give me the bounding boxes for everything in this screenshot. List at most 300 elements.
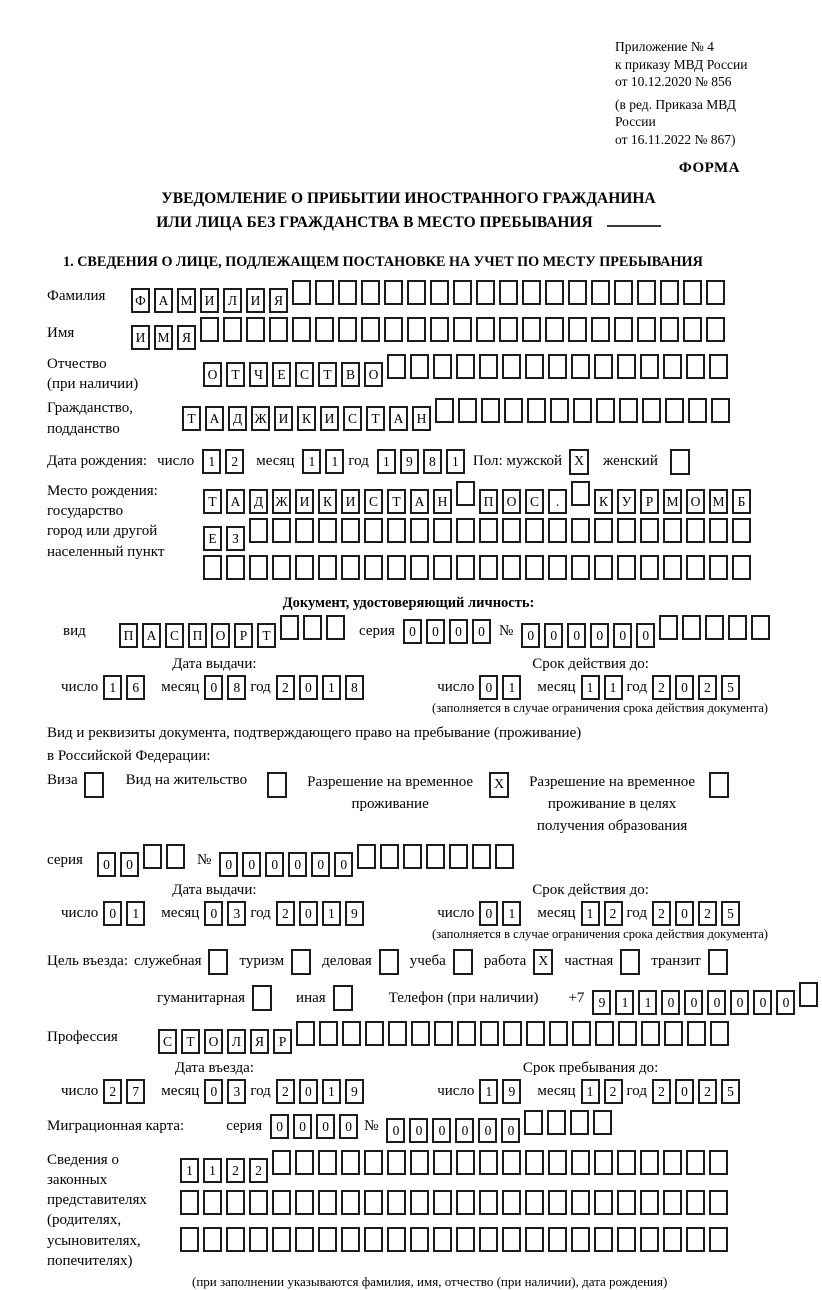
char-cell[interactable]: Т (257, 623, 276, 648)
char-cell[interactable] (364, 555, 383, 580)
char-cell[interactable] (686, 1150, 705, 1175)
char-cell[interactable] (568, 280, 587, 305)
char-cell[interactable]: Т (203, 489, 222, 514)
char-cell[interactable] (272, 1227, 291, 1252)
char-cell[interactable]: 1 (180, 1158, 199, 1183)
char-cell[interactable]: 1 (322, 901, 341, 926)
char-cell[interactable] (453, 280, 472, 305)
char-cell[interactable]: 0 (204, 1079, 223, 1104)
char-cell[interactable] (295, 1190, 314, 1215)
char-cell[interactable]: 2 (652, 901, 671, 926)
char-cell[interactable] (357, 844, 376, 869)
char-cell[interactable] (596, 398, 615, 423)
char-cell[interactable] (617, 1190, 636, 1215)
char-cell[interactable] (410, 555, 429, 580)
char-cell[interactable]: 5 (721, 675, 740, 700)
char-cell[interactable] (595, 1021, 614, 1046)
char-cell[interactable] (527, 398, 546, 423)
char-cell[interactable] (479, 1227, 498, 1252)
char-cell[interactable]: 0 (120, 852, 139, 877)
char-cell[interactable]: 1 (638, 990, 657, 1015)
char-cell[interactable]: 0 (97, 852, 116, 877)
char-cell[interactable] (364, 1190, 383, 1215)
char-cell[interactable] (709, 1190, 728, 1215)
purpose-study-checkbox[interactable] (453, 949, 473, 975)
char-cell[interactable] (550, 398, 569, 423)
char-cell[interactable] (326, 615, 345, 640)
char-cell[interactable]: М (177, 288, 196, 313)
char-cell[interactable]: И (246, 288, 265, 313)
char-cell[interactable] (687, 1021, 706, 1046)
temp-permit-checkbox[interactable]: X (489, 772, 509, 798)
char-cell[interactable] (318, 555, 337, 580)
char-cell[interactable]: 2 (103, 1079, 122, 1104)
char-cell[interactable] (387, 518, 406, 543)
char-cell[interactable] (318, 1227, 337, 1252)
char-cell[interactable] (499, 280, 518, 305)
char-cell[interactable] (686, 518, 705, 543)
purpose-humanitarian-checkbox[interactable] (252, 985, 272, 1011)
char-cell[interactable] (430, 280, 449, 305)
char-cell[interactable] (433, 1227, 452, 1252)
char-cell[interactable] (479, 1190, 498, 1215)
char-cell[interactable]: Т (182, 406, 201, 431)
char-cell[interactable] (410, 518, 429, 543)
purpose-commercial-checkbox[interactable] (379, 949, 399, 975)
char-cell[interactable]: 2 (276, 901, 295, 926)
char-cell[interactable]: Б (732, 489, 751, 514)
char-cell[interactable] (591, 280, 610, 305)
char-cell[interactable] (292, 280, 311, 305)
char-cell[interactable] (617, 1227, 636, 1252)
char-cell[interactable] (203, 1227, 222, 1252)
char-cell[interactable] (341, 1227, 360, 1252)
char-cell[interactable] (272, 518, 291, 543)
char-cell[interactable]: О (204, 1029, 223, 1054)
char-cell[interactable]: К (318, 489, 337, 514)
purpose-work-checkbox[interactable]: X (533, 949, 553, 975)
char-cell[interactable] (387, 1150, 406, 1175)
char-cell[interactable] (272, 1190, 291, 1215)
char-cell[interactable] (315, 317, 334, 342)
char-cell[interactable]: 2 (276, 675, 295, 700)
char-cell[interactable] (384, 317, 403, 342)
char-cell[interactable] (525, 1150, 544, 1175)
char-cell[interactable]: 3 (227, 901, 246, 926)
char-cell[interactable]: 0 (455, 1118, 474, 1143)
char-cell[interactable] (318, 1150, 337, 1175)
char-cell[interactable] (342, 1021, 361, 1046)
char-cell[interactable]: 1 (615, 990, 634, 1015)
char-cell[interactable]: 3 (227, 1079, 246, 1104)
char-cell[interactable]: Р (234, 623, 253, 648)
char-cell[interactable]: 1 (581, 675, 600, 700)
char-cell[interactable]: А (389, 406, 408, 431)
char-cell[interactable] (617, 518, 636, 543)
char-cell[interactable] (525, 555, 544, 580)
char-cell[interactable] (456, 1190, 475, 1215)
char-cell[interactable]: 0 (707, 990, 726, 1015)
char-cell[interactable]: 1 (325, 449, 344, 474)
char-cell[interactable]: 0 (501, 1118, 520, 1143)
char-cell[interactable]: И (131, 325, 150, 350)
char-cell[interactable]: А (142, 623, 161, 648)
char-cell[interactable] (640, 1190, 659, 1215)
char-cell[interactable] (709, 1150, 728, 1175)
char-cell[interactable] (476, 317, 495, 342)
char-cell[interactable] (269, 317, 288, 342)
char-cell[interactable] (387, 555, 406, 580)
char-cell[interactable] (292, 317, 311, 342)
char-cell[interactable] (200, 317, 219, 342)
char-cell[interactable]: 0 (299, 1079, 318, 1104)
char-cell[interactable]: И (200, 288, 219, 313)
visa-checkbox[interactable] (84, 772, 104, 798)
char-cell[interactable]: 0 (613, 623, 632, 648)
char-cell[interactable]: 0 (339, 1114, 358, 1139)
char-cell[interactable] (617, 354, 636, 379)
char-cell[interactable] (640, 1227, 659, 1252)
char-cell[interactable] (434, 1021, 453, 1046)
char-cell[interactable] (380, 844, 399, 869)
char-cell[interactable] (411, 1021, 430, 1046)
char-cell[interactable] (495, 844, 514, 869)
char-cell[interactable] (403, 844, 422, 869)
char-cell[interactable] (481, 398, 500, 423)
char-cell[interactable] (640, 354, 659, 379)
purpose-tourism-checkbox[interactable] (291, 949, 311, 975)
char-cell[interactable]: 1 (302, 449, 321, 474)
char-cell[interactable] (660, 280, 679, 305)
char-cell[interactable] (571, 1150, 590, 1175)
char-cell[interactable] (545, 317, 564, 342)
char-cell[interactable] (640, 555, 659, 580)
char-cell[interactable] (547, 1110, 566, 1135)
char-cell[interactable] (522, 280, 541, 305)
char-cell[interactable]: 9 (502, 1079, 521, 1104)
char-cell[interactable]: 1 (322, 1079, 341, 1104)
char-cell[interactable] (453, 317, 472, 342)
char-cell[interactable]: Н (412, 406, 431, 431)
purpose-other-checkbox[interactable] (333, 985, 353, 1011)
char-cell[interactable] (456, 354, 475, 379)
char-cell[interactable] (456, 1227, 475, 1252)
char-cell[interactable]: 5 (721, 1079, 740, 1104)
char-cell[interactable]: 0 (479, 901, 498, 926)
char-cell[interactable] (341, 1150, 360, 1175)
char-cell[interactable]: С (364, 489, 383, 514)
char-cell[interactable]: 2 (604, 901, 623, 926)
char-cell[interactable] (706, 280, 725, 305)
char-cell[interactable] (568, 317, 587, 342)
char-cell[interactable]: 0 (299, 901, 318, 926)
char-cell[interactable] (249, 1227, 268, 1252)
char-cell[interactable]: 9 (345, 1079, 364, 1104)
char-cell[interactable]: 0 (432, 1118, 451, 1143)
char-cell[interactable] (272, 1150, 291, 1175)
char-cell[interactable]: 1 (126, 901, 145, 926)
char-cell[interactable]: В (341, 362, 360, 387)
char-cell[interactable]: 1 (502, 901, 521, 926)
char-cell[interactable] (246, 317, 265, 342)
char-cell[interactable] (711, 398, 730, 423)
char-cell[interactable] (659, 615, 678, 640)
char-cell[interactable]: 2 (698, 675, 717, 700)
char-cell[interactable] (456, 518, 475, 543)
char-cell[interactable] (548, 354, 567, 379)
char-cell[interactable]: А (226, 489, 245, 514)
char-cell[interactable]: 2 (276, 1079, 295, 1104)
char-cell[interactable] (456, 555, 475, 580)
char-cell[interactable] (706, 317, 725, 342)
char-cell[interactable]: Я (177, 325, 196, 350)
char-cell[interactable]: О (686, 489, 705, 514)
char-cell[interactable]: 0 (409, 1118, 428, 1143)
char-cell[interactable] (388, 1021, 407, 1046)
char-cell[interactable]: 0 (386, 1118, 405, 1143)
char-cell[interactable] (315, 280, 334, 305)
char-cell[interactable]: 2 (698, 901, 717, 926)
char-cell[interactable]: 1 (446, 449, 465, 474)
char-cell[interactable] (548, 1227, 567, 1252)
char-cell[interactable] (502, 1227, 521, 1252)
char-cell[interactable] (410, 354, 429, 379)
char-cell[interactable] (573, 398, 592, 423)
char-cell[interactable]: 0 (334, 852, 353, 877)
char-cell[interactable] (364, 1150, 383, 1175)
char-cell[interactable] (249, 555, 268, 580)
char-cell[interactable]: И (341, 489, 360, 514)
char-cell[interactable] (502, 1150, 521, 1175)
char-cell[interactable]: М (663, 489, 682, 514)
char-cell[interactable] (341, 555, 360, 580)
char-cell[interactable] (410, 1190, 429, 1215)
char-cell[interactable] (426, 844, 445, 869)
char-cell[interactable]: 0 (521, 623, 540, 648)
char-cell[interactable] (686, 1227, 705, 1252)
char-cell[interactable]: Ж (251, 406, 270, 431)
char-cell[interactable] (799, 982, 818, 1007)
char-cell[interactable]: А (154, 288, 173, 313)
char-cell[interactable]: 8 (423, 449, 442, 474)
char-cell[interactable] (571, 555, 590, 580)
char-cell[interactable]: 0 (753, 990, 772, 1015)
char-cell[interactable]: 0 (730, 990, 749, 1015)
char-cell[interactable] (387, 1190, 406, 1215)
purpose-private-checkbox[interactable] (620, 949, 640, 975)
char-cell[interactable]: Е (272, 362, 291, 387)
char-cell[interactable] (571, 518, 590, 543)
char-cell[interactable]: Р (273, 1029, 292, 1054)
char-cell[interactable]: С (525, 489, 544, 514)
char-cell[interactable] (524, 1110, 543, 1135)
char-cell[interactable] (664, 1021, 683, 1046)
char-cell[interactable]: 2 (652, 1079, 671, 1104)
char-cell[interactable]: П (479, 489, 498, 514)
char-cell[interactable] (570, 1110, 589, 1135)
char-cell[interactable] (549, 1021, 568, 1046)
char-cell[interactable]: 2 (604, 1079, 623, 1104)
char-cell[interactable]: Т (181, 1029, 200, 1054)
char-cell[interactable] (686, 555, 705, 580)
char-cell[interactable] (203, 1190, 222, 1215)
char-cell[interactable] (663, 354, 682, 379)
char-cell[interactable] (503, 1021, 522, 1046)
char-cell[interactable] (637, 317, 656, 342)
char-cell[interactable] (618, 1021, 637, 1046)
char-cell[interactable]: П (188, 623, 207, 648)
char-cell[interactable] (614, 317, 633, 342)
char-cell[interactable] (433, 1190, 452, 1215)
char-cell[interactable]: М (709, 489, 728, 514)
char-cell[interactable]: 0 (567, 623, 586, 648)
char-cell[interactable] (663, 1190, 682, 1215)
char-cell[interactable]: О (364, 362, 383, 387)
char-cell[interactable]: 6 (126, 675, 145, 700)
char-cell[interactable]: К (297, 406, 316, 431)
char-cell[interactable] (525, 1227, 544, 1252)
char-cell[interactable] (364, 1227, 383, 1252)
char-cell[interactable]: И (320, 406, 339, 431)
char-cell[interactable] (663, 1150, 682, 1175)
char-cell[interactable] (571, 481, 590, 506)
char-cell[interactable] (203, 555, 222, 580)
char-cell[interactable] (280, 615, 299, 640)
char-cell[interactable] (637, 280, 656, 305)
temp-permit-edu-checkbox[interactable] (709, 772, 729, 798)
char-cell[interactable]: О (211, 623, 230, 648)
char-cell[interactable]: 0 (544, 623, 563, 648)
char-cell[interactable] (709, 354, 728, 379)
char-cell[interactable] (709, 1227, 728, 1252)
char-cell[interactable]: 8 (345, 675, 364, 700)
char-cell[interactable] (456, 481, 475, 506)
char-cell[interactable] (705, 615, 724, 640)
char-cell[interactable] (479, 354, 498, 379)
char-cell[interactable] (387, 354, 406, 379)
char-cell[interactable] (641, 1021, 660, 1046)
char-cell[interactable]: С (343, 406, 362, 431)
char-cell[interactable] (361, 317, 380, 342)
char-cell[interactable]: Т (226, 362, 245, 387)
char-cell[interactable] (364, 518, 383, 543)
char-cell[interactable] (617, 555, 636, 580)
char-cell[interactable]: Я (269, 288, 288, 313)
char-cell[interactable] (249, 1190, 268, 1215)
char-cell[interactable]: И (295, 489, 314, 514)
char-cell[interactable] (614, 280, 633, 305)
char-cell[interactable] (728, 615, 747, 640)
char-cell[interactable] (619, 398, 638, 423)
char-cell[interactable] (296, 1021, 315, 1046)
char-cell[interactable] (709, 555, 728, 580)
char-cell[interactable]: 0 (684, 990, 703, 1015)
residence-permit-checkbox[interactable] (267, 772, 287, 798)
char-cell[interactable] (594, 1227, 613, 1252)
char-cell[interactable] (682, 615, 701, 640)
char-cell[interactable]: 2 (698, 1079, 717, 1104)
char-cell[interactable] (318, 1190, 337, 1215)
char-cell[interactable]: С (295, 362, 314, 387)
char-cell[interactable] (502, 518, 521, 543)
char-cell[interactable] (457, 1021, 476, 1046)
char-cell[interactable] (456, 1150, 475, 1175)
char-cell[interactable] (526, 1021, 545, 1046)
char-cell[interactable] (387, 1227, 406, 1252)
char-cell[interactable] (295, 518, 314, 543)
char-cell[interactable]: 5 (721, 901, 740, 926)
sex-male-checkbox[interactable]: X (569, 449, 589, 475)
char-cell[interactable]: Д (228, 406, 247, 431)
char-cell[interactable] (594, 1190, 613, 1215)
char-cell[interactable]: 1 (322, 675, 341, 700)
char-cell[interactable]: 0 (316, 1114, 335, 1139)
char-cell[interactable]: 9 (400, 449, 419, 474)
char-cell[interactable] (472, 844, 491, 869)
char-cell[interactable] (525, 518, 544, 543)
char-cell[interactable]: 0 (242, 852, 261, 877)
char-cell[interactable] (365, 1021, 384, 1046)
char-cell[interactable]: 0 (675, 675, 694, 700)
char-cell[interactable] (665, 398, 684, 423)
char-cell[interactable] (732, 555, 751, 580)
char-cell[interactable] (525, 354, 544, 379)
char-cell[interactable]: 0 (403, 619, 422, 644)
char-cell[interactable] (504, 398, 523, 423)
char-cell[interactable] (593, 1110, 612, 1135)
char-cell[interactable]: 1 (581, 901, 600, 926)
char-cell[interactable] (642, 398, 661, 423)
char-cell[interactable]: А (205, 406, 224, 431)
char-cell[interactable] (430, 317, 449, 342)
char-cell[interactable] (433, 1150, 452, 1175)
char-cell[interactable]: 0 (293, 1114, 312, 1139)
char-cell[interactable] (688, 398, 707, 423)
char-cell[interactable]: Л (227, 1029, 246, 1054)
char-cell[interactable] (338, 280, 357, 305)
char-cell[interactable] (525, 1190, 544, 1215)
char-cell[interactable] (295, 1150, 314, 1175)
char-cell[interactable] (683, 280, 702, 305)
char-cell[interactable] (303, 615, 322, 640)
char-cell[interactable] (143, 844, 162, 869)
char-cell[interactable] (226, 1227, 245, 1252)
char-cell[interactable]: 0 (776, 990, 795, 1015)
char-cell[interactable]: 0 (204, 675, 223, 700)
char-cell[interactable] (686, 1190, 705, 1215)
char-cell[interactable]: 0 (478, 1118, 497, 1143)
char-cell[interactable]: 0 (661, 990, 680, 1015)
char-cell[interactable] (709, 518, 728, 543)
char-cell[interactable] (663, 555, 682, 580)
char-cell[interactable] (384, 280, 403, 305)
char-cell[interactable] (479, 518, 498, 543)
char-cell[interactable]: С (165, 623, 184, 648)
char-cell[interactable]: 2 (652, 675, 671, 700)
char-cell[interactable]: О (203, 362, 222, 387)
char-cell[interactable] (433, 518, 452, 543)
char-cell[interactable]: 0 (311, 852, 330, 877)
char-cell[interactable] (223, 317, 242, 342)
char-cell[interactable]: 0 (636, 623, 655, 648)
char-cell[interactable]: С (158, 1029, 177, 1054)
char-cell[interactable]: М (154, 325, 173, 350)
char-cell[interactable]: 0 (479, 675, 498, 700)
char-cell[interactable] (180, 1227, 199, 1252)
purpose-transit-checkbox[interactable] (708, 949, 728, 975)
char-cell[interactable] (594, 518, 613, 543)
char-cell[interactable]: 8 (227, 675, 246, 700)
